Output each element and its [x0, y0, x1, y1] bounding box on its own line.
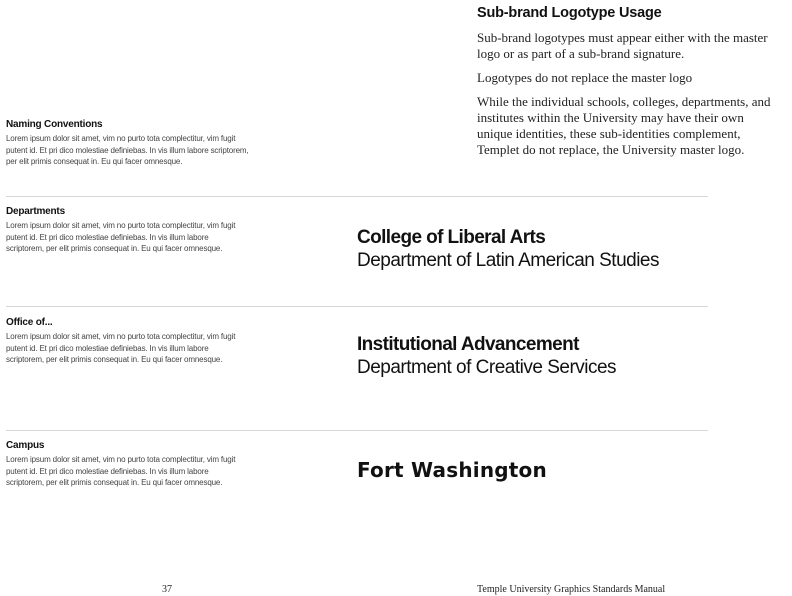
logotype-office-name: Institutional Advancement	[357, 334, 579, 355]
section-body: Lorem ipsum dolor sit amet, vim no purto tota complectitur, vim fugit putent id. Et pri dico molestiae definiebas. In vis illum labore scriptorem, per elit primis consequat in. Eu qui facer omnesque.	[6, 455, 236, 487]
section-campus	[6, 440, 246, 489]
section-office-of	[6, 317, 246, 366]
section-naming-conventions	[6, 119, 256, 168]
footer-manual-title: Temple University Graphics Standards Manual	[477, 584, 666, 595]
logotype-departments	[357, 226, 757, 272]
section-heading: Departments	[6, 206, 65, 217]
page-title: Sub-brand Logotype Usage	[477, 5, 662, 21]
section-heading: Campus	[6, 440, 45, 451]
page-number: 37	[162, 584, 172, 595]
section-body: Lorem ipsum dolor sit amet, vim no purto tota complectitur, vim fugit putent id. Et pri dico molestiae definiebas. In vis illum labore scriptorem, per elit primis consequat in. Eu qui facer omnesque.	[6, 134, 249, 166]
logotype-office	[357, 333, 757, 379]
logotype-campus: Fort Washington	[357, 458, 547, 482]
logotype-college: College of Liberal Arts	[357, 227, 546, 248]
divider	[6, 196, 708, 197]
logotype-department: Department of Latin American Studies	[357, 250, 660, 271]
logotype-department: Department of Creative Services	[357, 357, 617, 378]
intro-block	[477, 5, 782, 166]
intro-paragraph: Sub-brand logotypes must appear either with the master logo or as part of a sub-brand signature.	[477, 30, 768, 61]
intro-paragraph: Logotypes do not replace the master logo	[477, 70, 693, 85]
section-departments	[6, 206, 246, 255]
divider	[6, 306, 708, 307]
intro-paragraph: While the individual schools, colleges, departments, and institutes within the University may have their own unique identities, these sub-identities complement, Templet do not replace, the University master logo.	[477, 94, 771, 157]
section-body: Lorem ipsum dolor sit amet, vim no purto tota complectitur, vim fugit putent id. Et pri dico molestiae definiebas. In vis illum labore scriptorem, per elit primis consequat in. Eu qui facer omnesque.	[6, 332, 236, 364]
section-body: Lorem ipsum dolor sit amet, vim no purto tota complectitur, vim fugit putent id. Et pri dico molestiae definiebas. In vis illum labore scriptorem, per elit primis consequat in. Eu qui facer omnesque.	[6, 221, 236, 253]
divider	[6, 430, 708, 431]
section-heading: Naming Conventions	[6, 119, 103, 130]
section-heading: Office of...	[6, 317, 53, 328]
